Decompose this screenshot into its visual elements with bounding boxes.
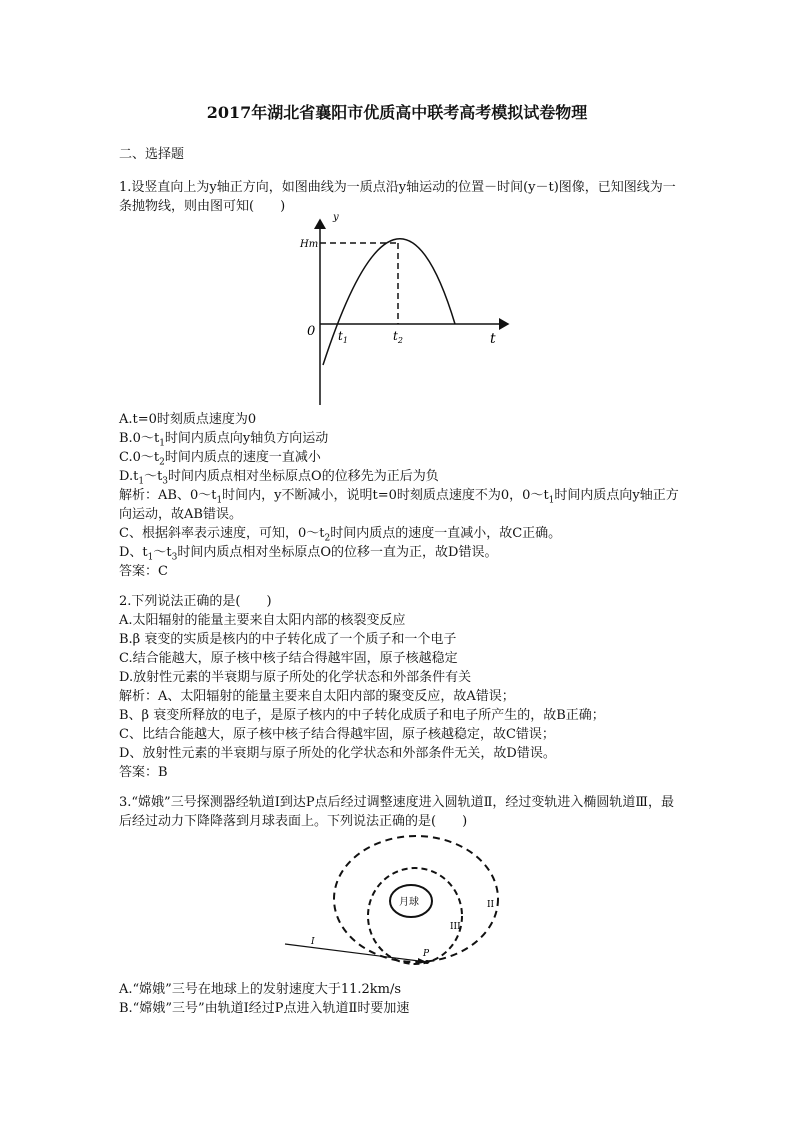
q2-analysis-1: 解析：A、太阳辐射的能量主要来自太阳内部的聚变反应，故A错误；	[119, 689, 515, 704]
section-heading: 二、选择题	[119, 147, 185, 162]
q2-option-d: D.放射性元素的半衰期与原子所处的化学状态和外部条件有关	[119, 670, 472, 685]
page-title: 2017年湖北省襄阳市优质高中联考高考模拟试卷物理	[206, 103, 588, 122]
q3-stem: 3.“嫦娥”三号探测器经轨道Ⅰ到达P点后经过调整速度进入圆轨道Ⅱ，经过变轨进入椭圆轨道Ⅲ，最后经过动力下降降落到月球表面上。下列说法正确的是( )	[119, 795, 674, 829]
t2-label: $t_2$	[393, 329, 403, 345]
question-3-body	[119, 980, 679, 1018]
q1-answer: 答案：C	[119, 564, 168, 579]
q2-answer: 答案：B	[119, 765, 168, 780]
question-2	[119, 592, 679, 782]
point-p-label: P	[423, 949, 430, 959]
t1-label: $t_1$	[338, 329, 348, 345]
parabola-curve	[323, 239, 455, 365]
origin-label: 0	[307, 324, 316, 339]
q1-option-d: $D.t_1\sim t_3$时间内质点相对坐标原点O的位移先为正后为负	[119, 469, 439, 487]
q1-analysis-3: D、$t_1\sim t_3$时间内质点相对坐标原点O的位移一直为正，故D错误。	[119, 545, 498, 563]
moon-label: 月球	[399, 897, 419, 908]
orbit-diagram	[275, 832, 525, 972]
q3-option-b: B.“嫦娥”三号”由轨道Ⅰ经过P点进入轨道Ⅱ时要加速	[119, 1001, 410, 1016]
orbit-1-label: I	[311, 937, 315, 947]
q1-option-b: $B.0\sim t_1$时间内质点向y轴负方向运动	[119, 431, 329, 449]
t-axis-label: t	[490, 331, 496, 347]
orbit-3-label: III	[450, 922, 461, 932]
q2-option-a: A.太阳辐射的能量主要来自太阳内部的核裂变反应	[119, 613, 406, 628]
question-1-stem: 1.设竖直向上为y轴正方向，如图曲线为一质点沿y轴运动的位置－时间(y－t)图像，已知图线为一条抛物线，则由图可知( )	[119, 180, 676, 214]
position-time-graph	[290, 210, 520, 410]
question-1-body	[119, 410, 679, 581]
point-p	[425, 960, 429, 964]
q2-stem: 2.下列说法正确的是( )	[119, 594, 272, 609]
q2-analysis-2: B、β 衰变所释放的电子，是原子核内的中子转化成质子和电子所产生的，故B正确；	[119, 708, 605, 723]
q2-analysis-4: D、放射性元素的半衰期与原子所处的化学状态和外部条件无关，故D错误。	[119, 746, 556, 761]
q1-analysis-1: 解析：AB、$0\sim t_1$时间内，y不断减小，说明t=0时刻质点速度不为0，$0\sim t_1$时间内质点向y轴正方向运动，故AB错误。	[119, 488, 679, 522]
orbit-1-path	[285, 944, 427, 962]
q3-option-a: A.“嫦娥”三号在地球上的发射速度大于11.2km/s	[119, 982, 402, 997]
q2-analysis-3: C、比结合能越大，原子核中核子结合得越牢固，原子核越稳定，故C错误；	[119, 727, 555, 742]
orbit-2-label: II	[487, 900, 495, 910]
q1-analysis-2: C、根据斜率表示速度，可知，$0\sim t_2$时间内质点的速度一直减小，故C正确。	[119, 526, 562, 544]
y-axis-label: y	[333, 212, 339, 223]
q2-option-c: C.结合能越大，原子核中核子结合得越牢固，原子核越稳定	[119, 651, 458, 666]
q1-option-c: $C.0\sim t_2$时间内质点的速度一直减小	[119, 450, 321, 468]
question-3	[119, 793, 679, 831]
q1-option-a: A.t=0时刻质点速度为0	[119, 412, 257, 427]
peak-label: Hm	[300, 239, 319, 250]
q2-option-b: B.β 衰变的实质是核内的中子转化成了一个质子和一个电子	[119, 632, 457, 647]
